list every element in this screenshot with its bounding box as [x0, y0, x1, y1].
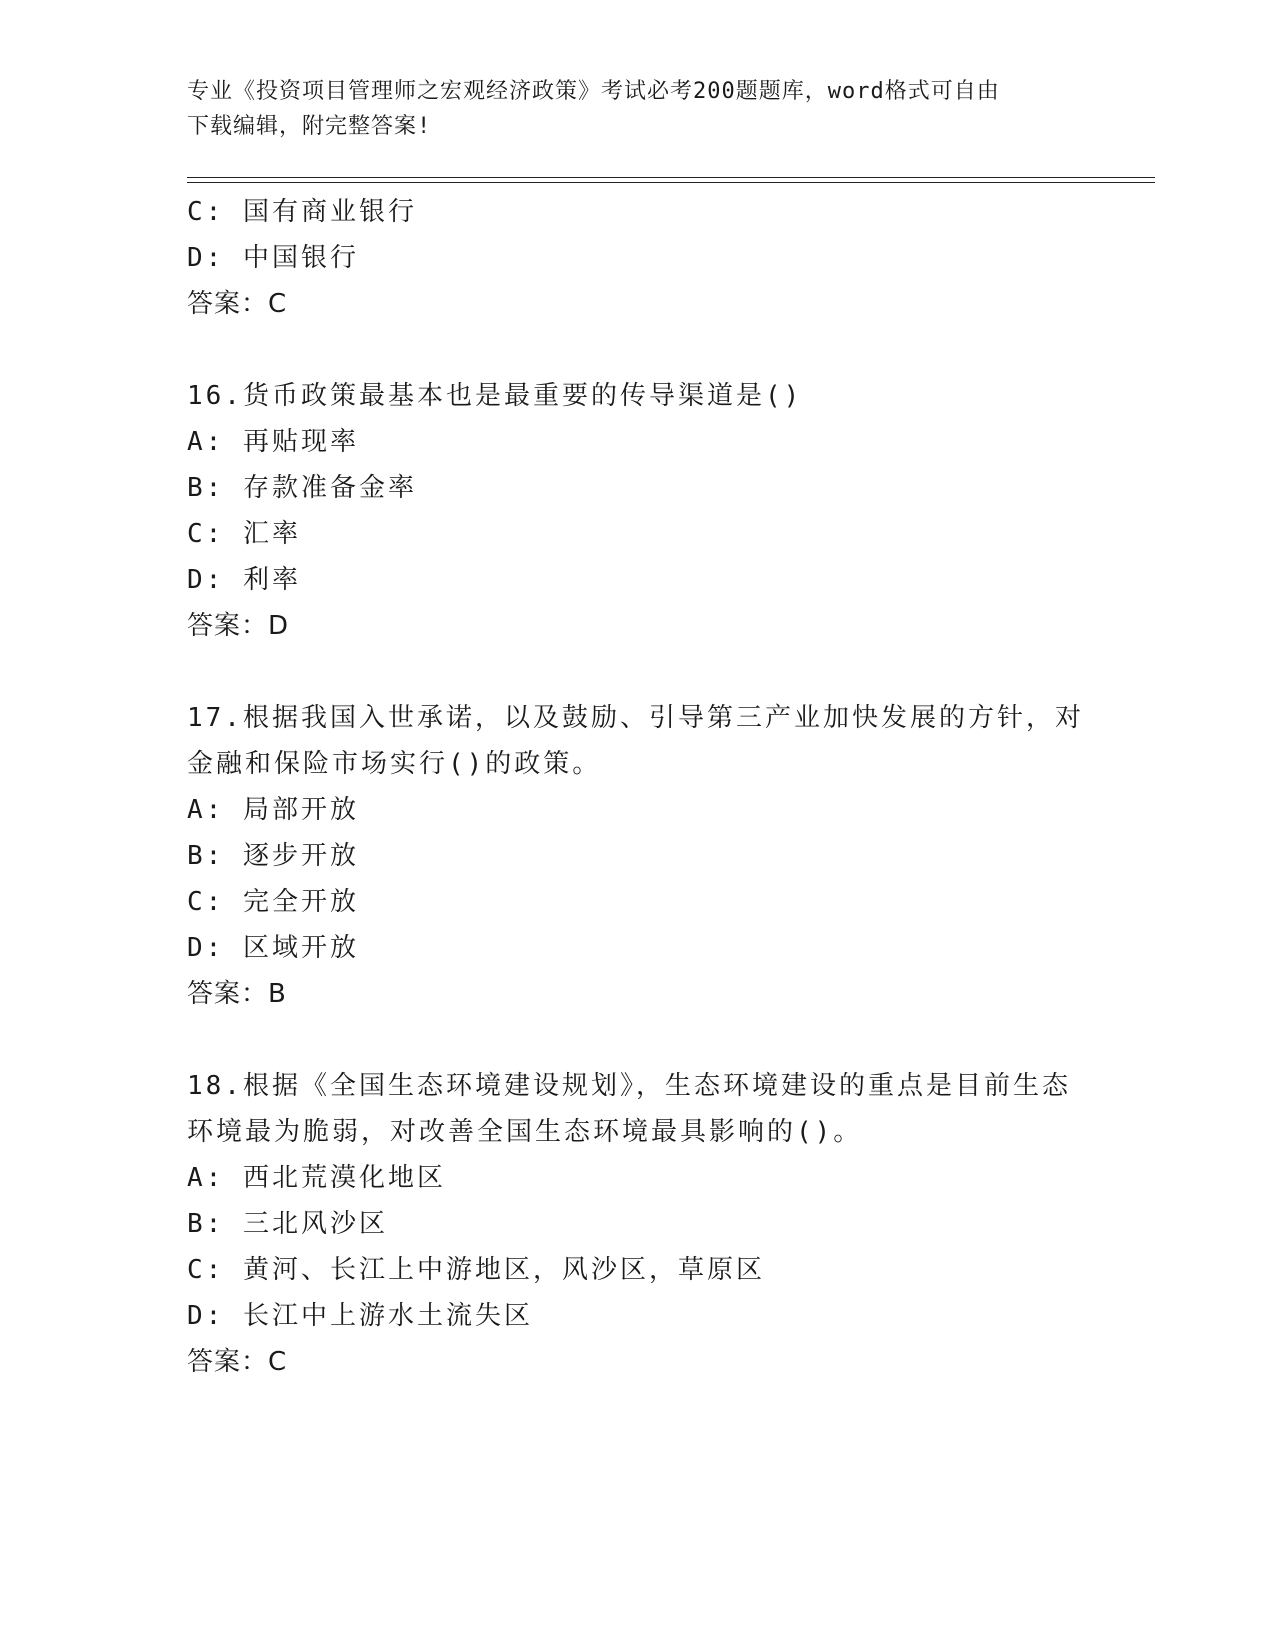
q16-question: 16.货币政策最基本也是最重要的传导渠道是() — [187, 381, 803, 411]
q17-option-c: C: 完全开放 — [187, 887, 359, 917]
q16-answer: 答案：D — [187, 611, 290, 641]
q18-option-b: B: 三北风沙区 — [187, 1209, 388, 1239]
q17-question-line-2: 金融和保险市场实行()的政策。 — [187, 749, 602, 779]
spacer — [187, 649, 1087, 695]
header-divider-bottom — [187, 182, 1155, 183]
q18-question-line-1: 18.根据《全国生态环境建设规划》，生态环境建设的重点是目前生态 — [187, 1071, 1071, 1101]
q17-option-b: B: 逐步开放 — [187, 841, 359, 871]
q15-answer: 答案：C — [187, 289, 288, 319]
q18-question-line-2: 环境最为脆弱，对改善全国生态环境最具影响的()。 — [187, 1117, 863, 1147]
spacer — [187, 327, 1087, 373]
header-line-1: 专业《投资项目管理师之宏观经济政策》考试必考200题题库，word格式可自由 — [187, 79, 1000, 104]
q18-answer: 答案：C — [187, 1347, 288, 1377]
q17-option-a: A: 局部开放 — [187, 795, 359, 825]
q18-option-d: D: 长江中上游水土流失区 — [187, 1301, 533, 1331]
header-line-2: 下载编辑，附完整答案! — [187, 114, 432, 139]
q16-option-d: D: 利率 — [187, 565, 301, 595]
q17-question-line-1: 17.根据我国入世承诺，以及鼓励、引导第三产业加快发展的方针，对 — [187, 703, 1084, 733]
header-divider-top — [187, 177, 1155, 178]
q16-option-a: A: 再贴现率 — [187, 427, 359, 457]
q17-answer: 答案：B — [187, 979, 287, 1009]
q15-option-c: C: 国有商业银行 — [187, 197, 417, 227]
question-content — [187, 189, 1087, 1385]
document-header — [187, 74, 1067, 144]
spacer — [187, 1017, 1087, 1063]
q16-option-c: C: 汇率 — [187, 519, 301, 549]
q15-option-d: D: 中国银行 — [187, 243, 359, 273]
q17-option-d: D: 区域开放 — [187, 933, 359, 963]
q16-option-b: B: 存款准备金率 — [187, 473, 417, 503]
q18-option-c: C: 黄河、长江上中游地区，风沙区，草原区 — [187, 1255, 765, 1285]
q18-option-a: A: 西北荒漠化地区 — [187, 1163, 446, 1193]
